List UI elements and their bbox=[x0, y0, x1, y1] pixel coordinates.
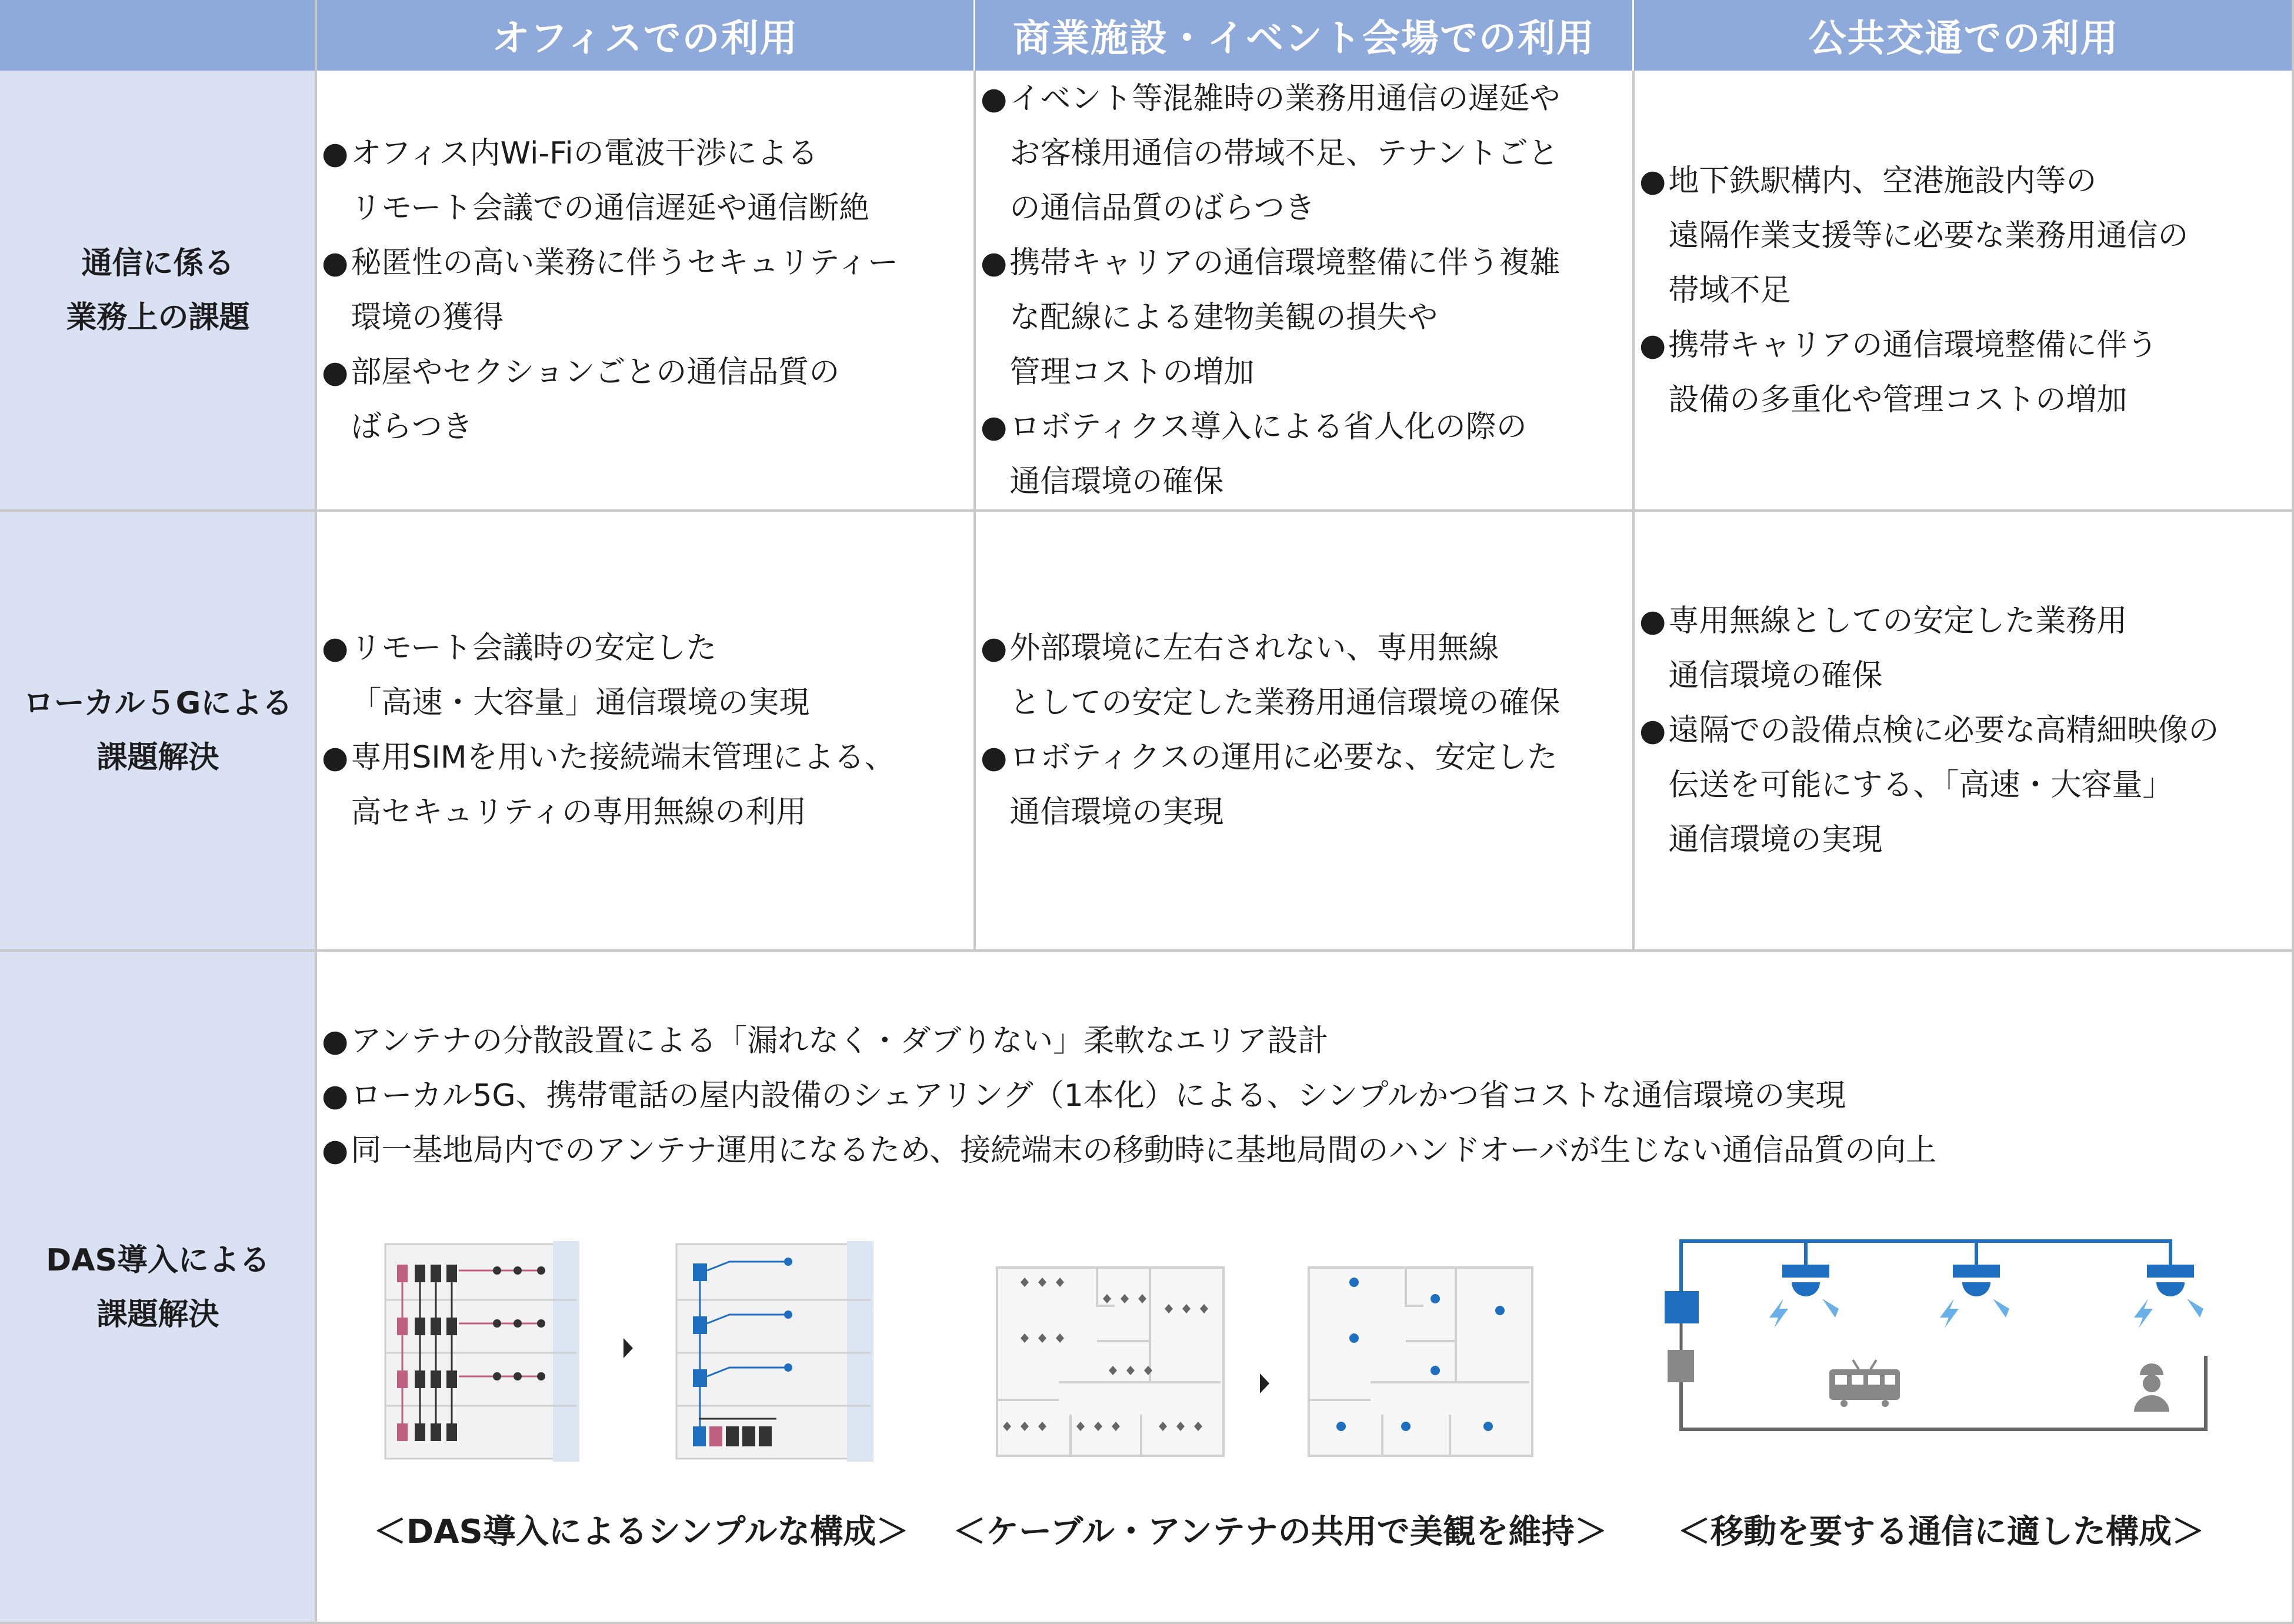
cell-local5g-commercial bbox=[975, 511, 1633, 951]
bullet-item: ●携帯キャリアの通信環境整備に伴う複雑 bbox=[981, 236, 1633, 291]
row-label-local5g bbox=[0, 511, 316, 951]
bullet-icon: ● bbox=[981, 631, 1008, 666]
bullet-item: ●専用SIMを用いた接続端末管理による、 bbox=[322, 731, 975, 785]
cell-local5g-office bbox=[316, 511, 975, 951]
bullet-item: ●専用無線としての安定した業務用 bbox=[1639, 594, 2294, 649]
bullet-item: ●携帯キャリアの通信環境整備に伴う bbox=[1639, 318, 2294, 373]
bullet-continuation: 帯域不足 bbox=[1668, 272, 1791, 308]
bullet-item: ●地下鉄駅構内、空港施設内等の bbox=[1639, 154, 2294, 209]
bullet-icon: ● bbox=[1639, 163, 1666, 199]
bullet-icon: ● bbox=[322, 1078, 349, 1113]
header-corner bbox=[0, 0, 316, 71]
bullet-continuation: 「高速・大容量」通信環境の実現 bbox=[351, 685, 810, 721]
cell-issues-office bbox=[316, 71, 975, 511]
bullet-icon: ● bbox=[322, 631, 349, 666]
bullet-item: ●ロボティクス導入による省人化の際の bbox=[981, 400, 1633, 455]
cell-local5g-transport bbox=[1633, 511, 2294, 951]
caption-mobile-config: ＜移動を要する通信に適した構成＞ bbox=[1678, 1513, 2205, 1551]
floorplan-after bbox=[1309, 1268, 1532, 1456]
das-bullet: ●同一基地局内でのアンテナ運用になるため、接続端末の移動時に基地局間のハンドオーバが生じない通信品質の向上 bbox=[322, 1123, 1936, 1178]
row-label-line: ローカル５Gによる bbox=[23, 686, 293, 721]
grid-line bbox=[0, 509, 2294, 512]
building-after bbox=[676, 1241, 873, 1462]
building-illustration bbox=[376, 1235, 894, 1470]
grid-line bbox=[2292, 0, 2294, 1624]
bullet-icon: ● bbox=[1639, 712, 1666, 748]
caption-das-config: ＜DAS導入によるシンプルな構成＞ bbox=[373, 1513, 909, 1551]
das-bullet-list bbox=[322, 1014, 1936, 1178]
cell-issues-commercial bbox=[975, 71, 1633, 511]
bullet-icon: ● bbox=[322, 355, 349, 390]
floorplan-before bbox=[997, 1268, 1223, 1456]
antenna-icon bbox=[1940, 1265, 2009, 1328]
bullet-continuation: 通信環境の実現 bbox=[1668, 822, 1883, 858]
bullet-icon: ● bbox=[981, 81, 1008, 116]
bullet-item: ●部屋やセクションごとの通信品質の bbox=[322, 345, 975, 400]
bullet-continuation: の通信品質のばらつき bbox=[1009, 191, 1315, 226]
header-commercial: 商業施設・イベント会場での利用 bbox=[975, 0, 1633, 71]
bullet-icon: ● bbox=[981, 409, 1008, 445]
bullet-icon: ● bbox=[322, 136, 349, 171]
bullet-continuation: お客様用通信の帯域不足、テナントごと bbox=[1009, 136, 1559, 171]
bullet-icon: ● bbox=[1639, 327, 1666, 363]
bullet-item: ●遠隔での設備点検に必要な高精細映像の bbox=[1639, 703, 2294, 758]
bullet-icon: ● bbox=[322, 1023, 349, 1059]
bullet-icon: ● bbox=[322, 1133, 349, 1168]
das-bullet: ●アンテナの分散設置による「漏れなく・ダブりない」柔軟なエリア設計 bbox=[322, 1014, 1936, 1069]
antenna-icon bbox=[1769, 1265, 1839, 1328]
bullet-icon: ● bbox=[322, 245, 349, 281]
bullet-item: ●秘匿性の高い業務に伴うセキュリティー bbox=[322, 236, 975, 291]
bullet-continuation: 環境の獲得 bbox=[351, 300, 504, 335]
bullet-continuation: 通信環境の確保 bbox=[1009, 464, 1224, 499]
bullet-continuation: 設備の多重化や管理コストの増加 bbox=[1668, 382, 2128, 418]
bullet-continuation: 遠隔作業支援等に必要な業務用通信の bbox=[1668, 218, 2189, 254]
arrow-icon bbox=[623, 1338, 633, 1358]
row-label-issues bbox=[0, 71, 316, 511]
station-staff-icon bbox=[2134, 1363, 2169, 1412]
train-icon bbox=[1829, 1360, 1900, 1407]
bullet-icon: ● bbox=[981, 245, 1008, 281]
bullet-continuation: リモート会議での通信遅延や通信断絶 bbox=[351, 191, 870, 226]
bullet-continuation: 通信環境の確保 bbox=[1668, 658, 1883, 693]
base-station bbox=[1668, 1350, 1694, 1382]
bullet-item: ●リモート会議時の安定した bbox=[322, 621, 975, 676]
caption-shared-cable: ＜ケーブル・アンテナの共用で美観を維持＞ bbox=[953, 1513, 1608, 1551]
building-before bbox=[385, 1241, 579, 1462]
header-transport: 公共交通での利用 bbox=[1633, 0, 2294, 71]
grid-line bbox=[1632, 0, 1634, 71]
header-office: オフィスでの利用 bbox=[316, 0, 975, 71]
das-bullet: ●ローカル5G、携帯電話の屋内設備のシェアリング（1本化）による、シンプルかつ省コストな通信環境の実現 bbox=[322, 1069, 1936, 1123]
das-unit bbox=[1665, 1291, 1699, 1323]
grid-line bbox=[973, 0, 975, 71]
grid-line bbox=[315, 0, 317, 1624]
bullet-continuation: ばらつき bbox=[351, 409, 473, 445]
grid-line bbox=[0, 1622, 2294, 1624]
bullet-item: ●イベント等混雑時の業務用通信の遅延や bbox=[981, 72, 1633, 126]
bullet-icon: ● bbox=[322, 740, 349, 775]
bullet-item: ●オフィス内Wi-Fiの電波干渉による bbox=[322, 126, 975, 181]
bullet-continuation: 高セキュリティの専用無線の利用 bbox=[351, 795, 807, 830]
bullet-icon: ● bbox=[981, 740, 1008, 775]
row-label-das bbox=[0, 951, 316, 1624]
bullet-item: ●ロボティクスの運用に必要な、安定した bbox=[981, 731, 1633, 785]
row-label-line: 課題解決 bbox=[96, 1296, 219, 1332]
antenna-icon bbox=[2134, 1265, 2203, 1328]
bullet-continuation: としての安定した業務用通信環境の確保 bbox=[1009, 685, 1561, 721]
bullet-continuation: 伝送を可能にする、「高速・大容量」 bbox=[1668, 767, 2173, 803]
row-label-line: 業務上の課題 bbox=[66, 300, 250, 335]
bullet-icon: ● bbox=[1639, 603, 1666, 639]
bullet-item: ●外部環境に左右されない、専用無線 bbox=[981, 621, 1633, 676]
bullet-continuation: 管理コストの増加 bbox=[1009, 355, 1255, 390]
transport-illustration bbox=[1659, 1235, 2223, 1441]
row-label-line: 通信に係る bbox=[81, 246, 235, 281]
arrow-icon bbox=[1260, 1373, 1269, 1393]
grid-line bbox=[0, 949, 2294, 952]
floorplan-illustration bbox=[994, 1265, 1547, 1459]
bullet-continuation: 通信環境の実現 bbox=[1009, 795, 1224, 830]
row-label-line: DAS導入による bbox=[46, 1242, 270, 1278]
cell-issues-transport bbox=[1633, 71, 2294, 511]
bullet-continuation: な配線による建物美観の損失や bbox=[1009, 300, 1438, 335]
row-label-line: 課題解決 bbox=[96, 740, 219, 775]
